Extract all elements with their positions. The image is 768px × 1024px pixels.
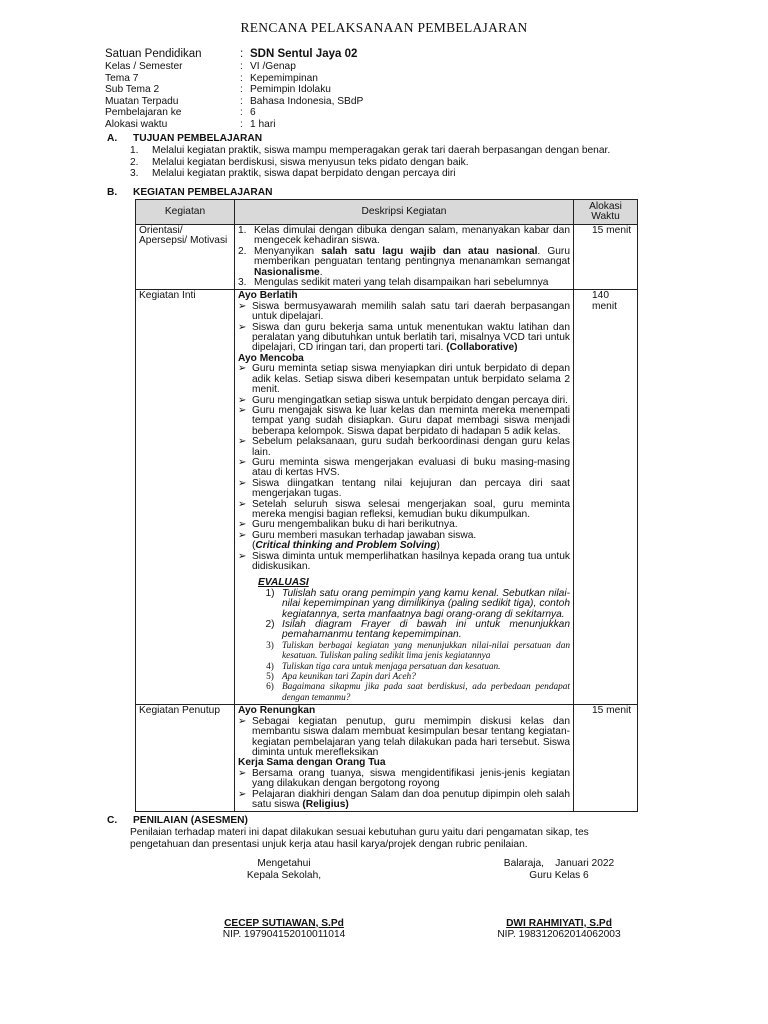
activity-description bbox=[235, 225, 574, 290]
table-row bbox=[136, 290, 638, 705]
bullet-icon: ➢ bbox=[238, 767, 247, 779]
identity-row: Muatan Terpadu : Bahasa Indonesia, SBdP bbox=[105, 95, 364, 107]
list-item: ➢ Setelah seluruh siswa selesai mengerjakan soal, guru meminta mereka mengisi bagian refleksi, kemudian buku dikumpulkan. bbox=[238, 498, 570, 520]
identity-value: VI /Genap bbox=[250, 61, 296, 72]
signatory-nip: NIP. 197904152010011014 bbox=[222, 929, 346, 941]
signatory-name: DWI RAHMIYATI, S.Pd bbox=[506, 917, 612, 929]
column-header: Deskripsi Kegiatan bbox=[235, 200, 574, 225]
bullet-icon: ➢ bbox=[238, 715, 247, 727]
identity-label: Sub Tema 2 bbox=[105, 84, 160, 96]
activity-name: Kegiatan Inti bbox=[136, 290, 235, 705]
table-row bbox=[136, 705, 638, 812]
list-item: 2) Isilah diagram Frayer di bawah ini untuk menunjukkan pemahamanmu tentang kepemimpinan. bbox=[265, 619, 570, 641]
activity-description bbox=[235, 705, 574, 812]
list-item: ➢ Guru meminta setiap siswa menyiapkan diri untuk berpidato di depan adik kelas. Setiap siswa diberi kesempatan untuk berpidato selama 2 menit. bbox=[238, 363, 570, 396]
objectives-list bbox=[130, 145, 610, 180]
identity-row: Tema 7 : Kepemimpinan bbox=[105, 72, 318, 84]
bullet-icon: ➢ bbox=[238, 529, 247, 541]
identity-row: Kelas / Semester : VI /Genap bbox=[105, 61, 296, 72]
subheading: Ayo Berlatih bbox=[238, 290, 298, 302]
identity-row: Satuan Pendidikan : SDN Sentul Jaya 02 bbox=[105, 48, 358, 60]
list-item: ➢ Guru mengajak siswa ke luar kelas dan meminta mereka menempati tempat yang sudah disiapkan. Guru dapat membagi siswa menjadi beberapa kelompok. Siswa dapat berpidato di hadapan 5 adik kelas. bbox=[238, 404, 570, 437]
assessment-text: Penilaian terhadap materi ini dapat dilakukan sesuai kebutuhan guru yaitu dari pengamatan sikap, tes pengetahuan dan presentasi unjuk kerja atau hasil karya/projek dengan rubric penilaian. bbox=[130, 827, 589, 850]
list-item: ➢ Guru mengingatkan setiap siswa untuk berpidato dengan percaya diri. bbox=[238, 394, 569, 406]
bullet-icon: ➢ bbox=[238, 519, 247, 531]
evaluation-block bbox=[238, 578, 570, 703]
bullet-icon: ➢ bbox=[238, 404, 247, 416]
list-item: 5) Apa keunikan tari Zapin dari Aceh? bbox=[266, 672, 416, 683]
signatory-name: CECEP SUTIAWAN, S.Pd bbox=[224, 917, 344, 929]
list-item: ➢ Bersama orang tuanya, siswa mengidentifikasi jenis-jenis kegiatan yang dilakukan dengan bergotong royong bbox=[238, 767, 570, 790]
bullet-icon: ➢ bbox=[238, 436, 247, 448]
identity-value: Pemimpin Idolaku bbox=[250, 84, 331, 96]
list-item: ➢ Guru mengembalikan buku di hari berikutnya. bbox=[238, 519, 458, 531]
bullet-icon: ➢ bbox=[238, 788, 247, 800]
identity-row: Alokasi waktu : 1 hari bbox=[105, 118, 276, 130]
signature-right: Balaraja, Januari 2022 Guru Kelas 6 DWI RAHMIYATI, S.Pd NIP. 198312062014062003 bbox=[484, 858, 634, 941]
bullet-icon: ➢ bbox=[238, 394, 247, 406]
section-c-heading: C. PENILAIAN (ASESMEN) bbox=[107, 815, 248, 826]
section-b-heading: B. KEGIATAN PEMBELAJARAN bbox=[107, 187, 273, 198]
column-header: Kegiatan bbox=[136, 200, 235, 225]
list-item: 3) Tuliskan berbagai kegiatan yang menunjukkan nilai-nilai persatuan dan kesatuan. Tuliskan paling sedikit lima jenis kegiatannya bbox=[266, 640, 570, 662]
activity-name: Kegiatan Penutup bbox=[136, 705, 235, 812]
identity-value: 6 bbox=[250, 107, 256, 119]
activity-description bbox=[235, 290, 574, 705]
identity-block bbox=[105, 48, 363, 131]
subheading: Ayo Mencoba bbox=[238, 352, 304, 364]
subheading: Ayo Renungkan bbox=[238, 705, 316, 717]
list-item: 2. Melalui kegiatan berdiskusi, siswa menyusun teks pidato dengan baik. bbox=[130, 156, 469, 168]
column-header: Alokasi Waktu bbox=[574, 200, 638, 225]
list-item: ➢ Sebelum pelaksanaan, guru sudah berkoordinasi dengan guru kelas lain. bbox=[238, 436, 570, 458]
list-item: ➢ Siswa bermusyawarah memilih salah satu tari daerah berpasangan untuk dipelajari. bbox=[238, 300, 570, 323]
list-item: ➢ Siswa diminta untuk memperlihatkan hasilnya kepada orang tua untuk didiskusikan. bbox=[238, 550, 570, 572]
list-item: ➢ Guru meminta siswa mengerjakan evaluasi di buku masing-masing atau di kertas HVS. bbox=[238, 456, 570, 479]
activity-name: Orientasi/ Apersepsi/ Motivasi bbox=[136, 225, 235, 290]
bullet-icon: ➢ bbox=[238, 363, 247, 375]
list-item: 3. Mengulas sedikit materi yang telah disampaikan hari sebelumnya bbox=[238, 277, 549, 289]
signature-left: Mengetahui Kepala Sekolah, CECEP SUTIAWAN, S.Pd NIP. 197904152010011014 bbox=[214, 858, 354, 941]
list-item: ➢ Siswa diingatkan tentang nilai kejujuran dan percaya diri saat mengerjakan tugas. bbox=[238, 477, 570, 500]
list-item: ➢ Pelajaran diakhiri dengan Salam dan doa penutup dipimpin oleh salah satu siswa (Religius) bbox=[238, 788, 570, 810]
activity-time: 15 menit bbox=[574, 705, 638, 812]
list-item: ➢ Guru memberi masukan terhadap jawaban siswa. (Critical thinking and Problem Solving) bbox=[238, 529, 477, 552]
activity-time: 15 menit bbox=[574, 225, 638, 290]
evaluation-title: EVALUASI bbox=[258, 577, 309, 589]
identity-label: Satuan Pendidikan bbox=[105, 48, 202, 60]
bullet-icon: ➢ bbox=[238, 498, 247, 510]
activities-table bbox=[135, 199, 638, 812]
list-item: ➢ Sebagai kegiatan penutup, guru memimpin diskusi kelas dan membantu siswa dalam membuat kesimpulan besar tentang kegiatan-kegiatan pembelajaran yang telah dilakukan pada hari tersebut. Siswa diminta untuk merefleksikan bbox=[238, 715, 570, 758]
list-item: 1. Kelas dimulai dengan dibuka dengan salam, menanyakan kabar dan mengecek kehadiran siswa. bbox=[238, 225, 570, 247]
bullet-icon: ➢ bbox=[238, 477, 247, 489]
document-title: RENCANA PELAKSANAAN PEMBELAJARAN bbox=[240, 20, 528, 35]
identity-value: Kepemimpinan bbox=[250, 72, 318, 84]
identity-label: Muatan Terpadu bbox=[105, 95, 179, 107]
identity-row: Pembelajaran ke : 6 bbox=[105, 107, 256, 119]
subheading: Kerja Sama dengan Orang Tua bbox=[238, 757, 386, 769]
identity-row: Sub Tema 2 : Pemimpin Idolaku bbox=[105, 84, 331, 96]
list-item: 1. Melalui kegiatan praktik, siswa mampu memperagakan gerak tari daerah berpasangan dengan benar. bbox=[130, 145, 611, 156]
bullet-icon: ➢ bbox=[238, 300, 247, 312]
list-item: 6) Bagaimana sikapmu jika pada saat berdiskusi, ada perbedaan pendapat dengan temanmu? bbox=[266, 682, 570, 703]
table-header-row bbox=[136, 200, 638, 225]
activity-time: 140 menit bbox=[574, 290, 638, 705]
identity-label: Pembelajaran ke bbox=[105, 107, 182, 119]
table-row bbox=[136, 225, 638, 290]
bullet-icon: ➢ bbox=[238, 456, 247, 468]
identity-value: Bahasa Indonesia, SBdP bbox=[250, 95, 364, 107]
identity-value: SDN Sentul Jaya 02 bbox=[250, 48, 358, 60]
section-a-heading: A. TUJUAN PEMBELAJARAN bbox=[107, 133, 263, 144]
list-item: 3. Melalui kegiatan praktik, siswa dapat berpidato dengan percaya diri bbox=[130, 168, 456, 180]
list-item: ➢ Siswa dan guru bekerja sama untuk menentukan waktu latihan dan peralatan yang dibutuhkan untuk berlatih tari, misalnya VCD tari untuk dipelajari, CD iringan tari, dan properti tari. (Collaborative) bbox=[238, 321, 570, 354]
identity-label: Tema 7 bbox=[105, 72, 139, 84]
list-item: 1) Tulislah satu orang pemimpin yang kamu kenal. Sebutkan nilai-nilai kepemimpinan yang dimilikinya (paling sedikit tiga), contoh kegiatannya, serta manfaatnya bagi orang-orang di sekitarnya. bbox=[265, 587, 570, 620]
identity-label: Kelas / Semester bbox=[105, 61, 183, 72]
list-item: 2. Menyanyikan salah satu lagu wajib dan atau nasional. Guru memberikan penguatan tentang pentingnya menanamkan semangat Nasionalisme. bbox=[238, 245, 570, 278]
list-item: 4) Tuliskan tiga cara untuk menjaga persatuan dan kesatuan. bbox=[266, 661, 501, 672]
signatory-nip: NIP. 198312062014062003 bbox=[497, 929, 621, 941]
identity-label: Alokasi waktu bbox=[105, 118, 168, 130]
identity-value: 1 hari bbox=[250, 118, 276, 130]
bullet-icon: ➢ bbox=[238, 321, 247, 333]
bullet-icon: ➢ bbox=[238, 550, 247, 562]
